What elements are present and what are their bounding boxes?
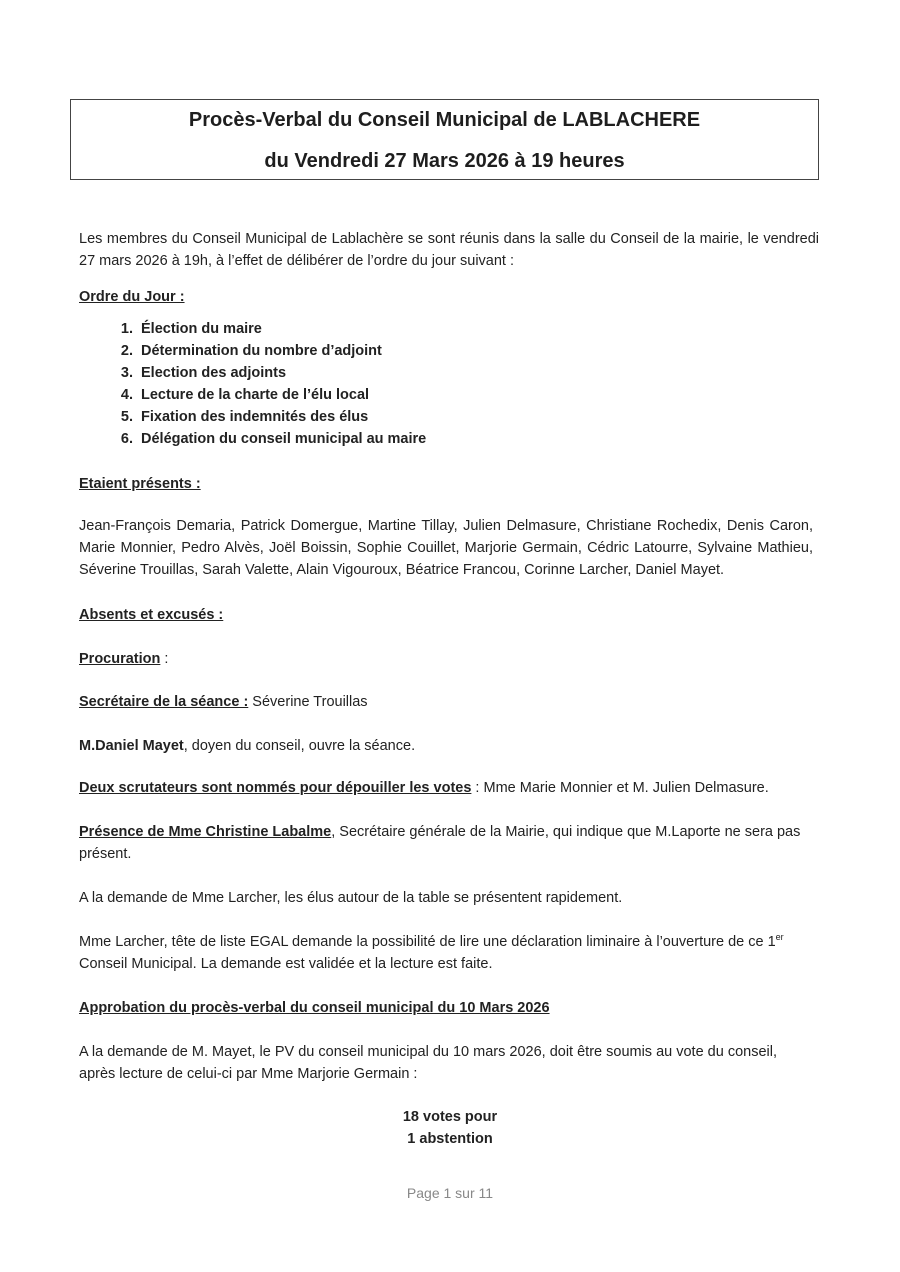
absent-heading: Absents et excusés : [79,607,224,623]
introductions-line: A la demande de Mme Larcher, les élus autour de la table se présentent rapidement. [79,890,623,906]
agenda-heading [79,286,819,308]
secretary-line: Secrétaire de la séance : Séverine Trouillas [79,694,368,710]
agenda-heading-text: Ordre du Jour : [79,289,185,305]
intro-paragraph: Les membres du Conseil Municipal de Lablachère se sont réunis dans la salle du Conseil de la mairie, le vendredi 27 mars 2026 à 19h, à l’effet de délibérer de l’ordre du jour suivant : [79,231,819,269]
agenda-item: 4. Lecture de la charte de l’élu local [120,387,370,403]
present-heading: Etaient présents : [79,476,201,492]
procuration-line: Procuration : [79,651,169,667]
present-names: Jean-François Demaria, Patrick Domergue, Martine Tillay, Julien Delmasure, Christiane Rochedix, Denis Caron, Marie Monnier, Pedro Alvès, Joël Boissin, Sophie Couillet, Marjorie Germain, Cédric Latourre, Sylvaine Mathieu, Séverine Trouillas, Sarah Valette, Alain Vigouroux, Béatrice Francou, Corinne Larcher, Daniel Mayet. [79,518,813,578]
page-number: Page 1 sur 11 [406,1185,494,1201]
agenda-item: 5. Fixation des indemnités des élus [120,409,369,425]
declaration-paragraph: Mme Larcher, tête de liste EGAL demande la possibilité de lire une déclaration liminaire à l’ouverture de ce 1er Conseil Municipal. La demande est validée et la lecture est faite. [79,932,784,972]
abstention: 1 abstention [407,1131,493,1147]
agenda-item: 2. Détermination du nombre d’adjoint [120,343,382,359]
title-line-1: Procès-Verbal du Conseil Municipal de LABLACHERE [188,109,701,131]
votes-for: 18 votes pour [402,1109,498,1125]
title-line-2: du Vendredi 27 Mars 2026 à 19 heures [264,150,625,172]
title-box [70,99,819,180]
agenda-list [79,318,426,450]
approval-heading: Approbation du procès-verbal du conseil municipal du 10 Mars 2026 [79,1000,550,1016]
agenda-item: 3. Election des adjoints [120,365,287,381]
agenda-item: 1. Élection du maire [120,321,262,337]
scrutateurs-line: Deux scrutateurs sont nommés pour dépouiller les votes : Mme Marie Monnier et M. Julien Delmasure. [79,780,769,796]
presence-paragraph: Présence de Mme Christine Labalme, Secrétaire générale de la Mairie, qui indique que M.Laporte ne sera pas présent. [79,824,801,862]
approval-paragraph: A la demande de M. Mayet, le PV du conseil municipal du 10 mars 2026, doit être soumis au vote du conseil, après lecture de celui-ci par Mme Marjorie Germain : [79,1044,777,1082]
opening-line: M.Daniel Mayet, doyen du conseil, ouvre la séance. [79,738,416,754]
agenda-item: 6. Délégation du conseil municipal au maire [120,431,427,447]
